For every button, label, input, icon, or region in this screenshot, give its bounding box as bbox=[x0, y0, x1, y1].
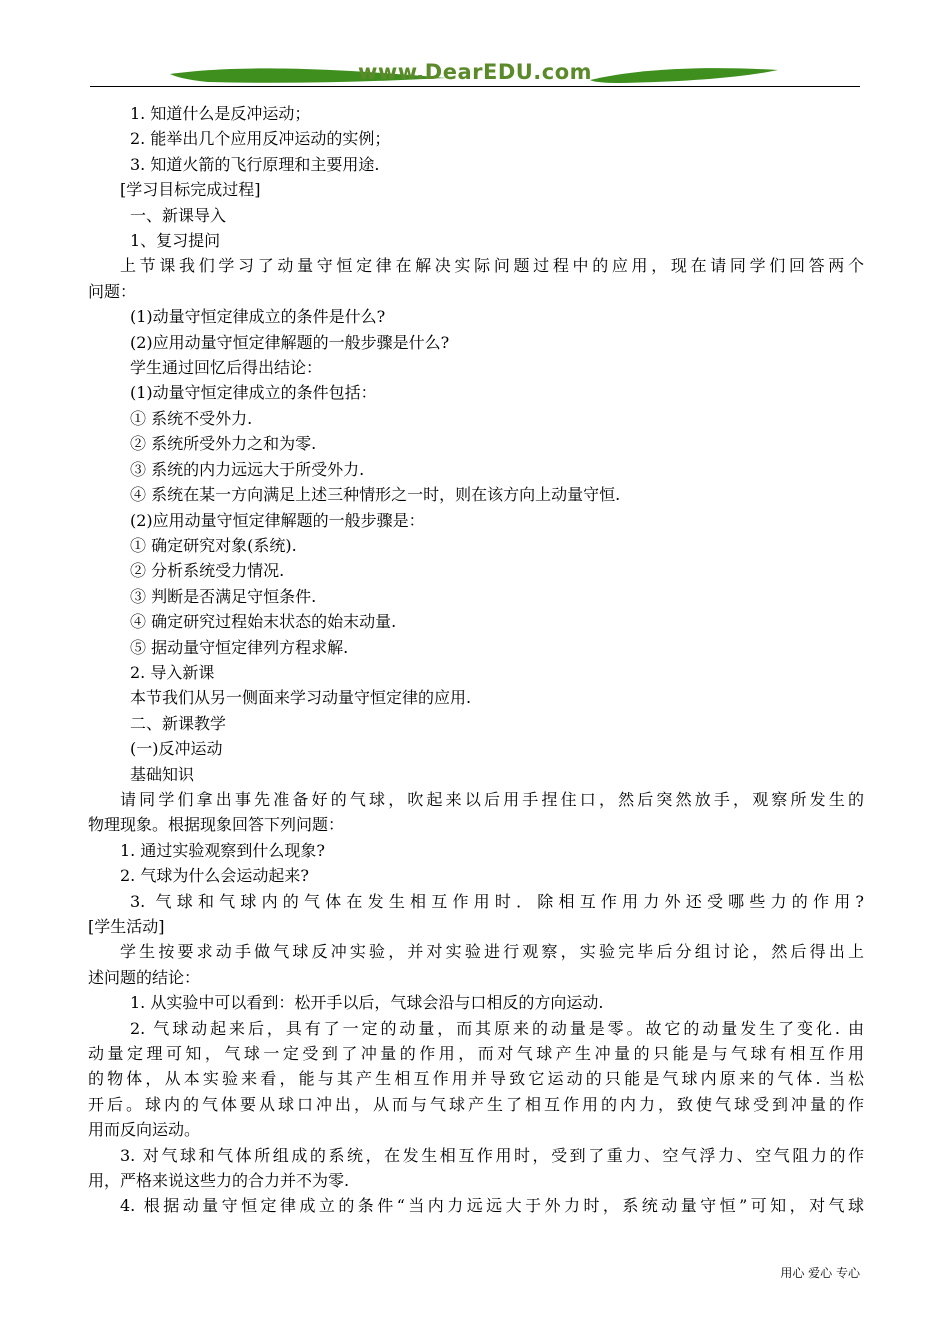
text-line: 1. 通过实验观察到什么现象? bbox=[120, 840, 325, 860]
text-line: ② 系统所受外力之和为零. bbox=[130, 434, 317, 454]
text-line: 的物体，从本实验来看，能与其产生相互作用并导致它运动的只能是气球内原来的气体. 当松 bbox=[88, 1069, 864, 1089]
text-line: 1. 从实验中可以看到：松开手以后，气球会沿与口相反的方向运动. bbox=[130, 993, 604, 1013]
header-divider bbox=[90, 86, 860, 87]
text-line: (2)应用动量守恒定律解题的一般步骤是： bbox=[130, 510, 425, 530]
text-line: 问题： bbox=[88, 281, 137, 301]
text-line: 用，严格来说这些力的合力并不为零. bbox=[88, 1171, 350, 1191]
text-line: 用而反向运动。 bbox=[88, 1120, 201, 1140]
text-line: 3. 气球和气球内的气体在发生相互作用时．除相互作用力外还受哪些力的作用? bbox=[130, 891, 864, 911]
text-line: ③ 系统的内力远远大于所受外力. bbox=[130, 459, 365, 479]
text-line: 物理现象。根据现象回答下列问题： bbox=[88, 815, 345, 835]
text-line: (1)动量守恒定律成立的条件是什么? bbox=[130, 307, 386, 327]
text-line: 学生通过回忆后得出结论： bbox=[130, 358, 323, 378]
text-line: 动量定理可知，气球一定受到了冲量的作用，而对气球产生冲量的只能是与气球有相互作用 bbox=[88, 1044, 864, 1064]
text-line: (一)反冲运动 bbox=[130, 739, 223, 759]
text-line: ② 分析系统受力情况. bbox=[130, 561, 285, 581]
text-line: 二、新课教学 bbox=[130, 713, 227, 733]
text-line: [学习目标完成过程] bbox=[120, 180, 261, 200]
text-line: [学生活动] bbox=[88, 917, 165, 936]
text-line: ① 系统不受外力. bbox=[130, 408, 253, 428]
page-footer: 用心 爱心 专心 bbox=[780, 1266, 860, 1280]
text-line: ④ 确定研究过程始末状态的始末动量. bbox=[130, 612, 397, 632]
text-line: 3. 知道火箭的飞行原理和主要用途. bbox=[130, 154, 380, 174]
text-line: 学生按要求动手做气球反冲实验，并对实验进行观察，实验完毕后分组讨论，然后得出上 bbox=[120, 942, 864, 962]
text-line: ⑤ 据动量守恒定律列方程求解. bbox=[130, 637, 349, 657]
text-line: 本节我们从另一侧面来学习动量守恒定律的应用. bbox=[130, 688, 472, 708]
text-line: 2. 能举出几个应用反冲运动的实例； bbox=[130, 129, 391, 149]
text-line: ① 确定研究对象(系统). bbox=[130, 535, 297, 555]
text-line: 2. 气球动起来后，具有了一定的动量，而其原来的动量是零。故它的动量发生了变化. 由 bbox=[130, 1018, 864, 1038]
text-line: ④ 系统在某一方向满足上述三种情形之一时，则在该方向上动量守恒. bbox=[130, 485, 621, 505]
text-line: 2. 气球为什么会运动起来? bbox=[120, 866, 309, 886]
text-line: 1、复习提问 bbox=[130, 231, 221, 251]
site-logo-text: www.DearEDU.com bbox=[357, 60, 593, 84]
text-line: ③ 判断是否满足守恒条件. bbox=[130, 586, 317, 606]
text-line: (2)应用动量守恒定律解题的一般步骤是什么? bbox=[130, 332, 450, 352]
text-line: 开后。球内的气体要从球口冲出，从而与气球产生了相互作用的内力，致使气球受到冲量的作 bbox=[88, 1094, 864, 1114]
text-line: 基础知识 bbox=[130, 764, 195, 784]
document-body bbox=[88, 101, 864, 1219]
text-line: 2. 导入新课 bbox=[130, 662, 215, 682]
text-line: 请同学们拿出事先准备好的气球，吹起来以后用手捏住口，然后突然放手，观察所发生的 bbox=[120, 789, 864, 809]
text-line: 3. 对气球和气体所组成的系统，在发生相互作用时，受到了重力、空气浮力、空气阻力的作 bbox=[120, 1145, 864, 1165]
text-line: (1)动量守恒定律成立的条件包括： bbox=[130, 383, 377, 403]
text-line: 一、新课导入 bbox=[130, 205, 227, 225]
text-line: 1. 知道什么是反冲运动； bbox=[130, 104, 311, 123]
text-line: 上节课我们学习了动量守恒定律在解决实际问题过程中的应用，现在请同学们回答两个 bbox=[120, 256, 864, 276]
text-line: 述问题的结论： bbox=[88, 967, 201, 987]
text-line: 4. 根据动量守恒定律成立的条件“当内力远远大于外力时，系统动量守恒”可知，对气球 bbox=[120, 1196, 864, 1216]
